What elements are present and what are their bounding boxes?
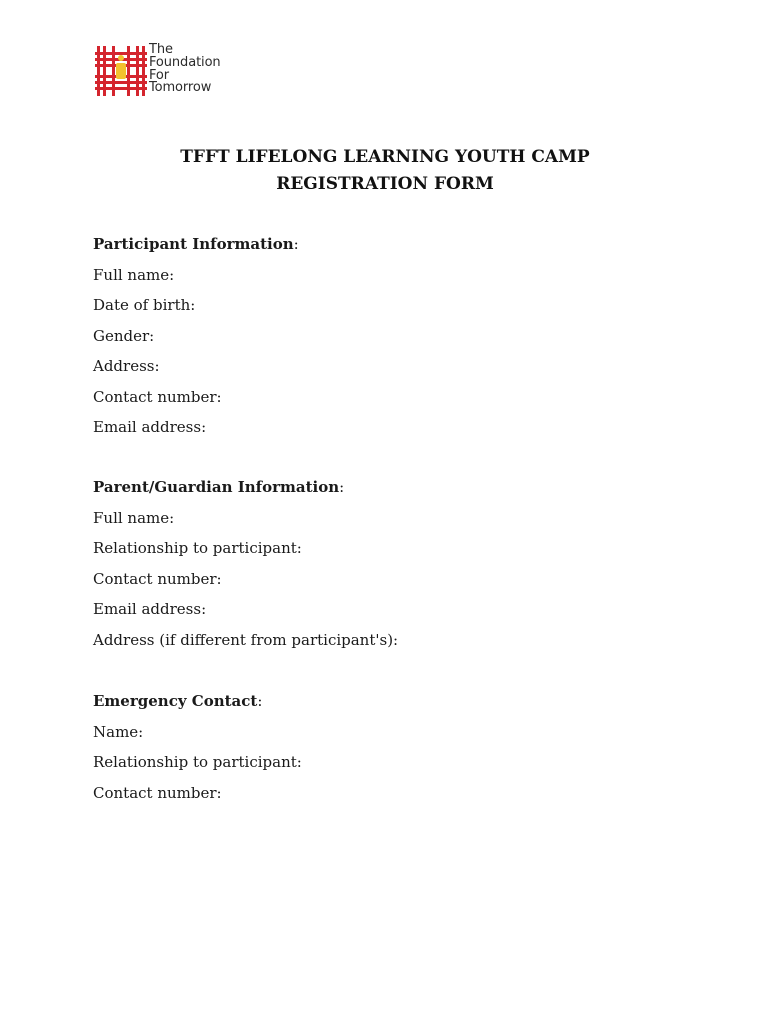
foundation-logo [95,44,245,98]
emergency-heading-text: Emergency Contact [93,692,258,710]
participant-full-name-label: Full name: [93,265,175,284]
participant-email-label: Email address: [93,418,207,436]
participant-heading [93,229,693,260]
participant-gender-label: Gender: [93,326,155,345]
emergency-heading [93,686,693,717]
logo-line: The [149,42,173,57]
emergency-relationship-label: Relationship to participant: [93,753,302,771]
form-title [0,144,770,198]
emergency-contact-label: Contact number: [93,783,222,802]
guardian-contact-label: Contact number: [93,569,222,588]
guardian-section [93,472,693,655]
logo-line: Foundation [149,54,221,70]
emergency-name-label: Name: [93,722,144,741]
logo-line: For [149,67,170,83]
logo-line: Tomorrow [149,80,212,96]
guardian-email-label: Email address: [93,600,207,618]
heading-colon: : [257,692,263,710]
participant-section [93,229,693,443]
logo-mark-icon [95,44,147,98]
heading-colon: : [293,235,299,253]
guardian-heading-text: Parent/Guardian Information [93,478,340,496]
participant-dob-label: Date of birth: [93,296,196,314]
emergency-section [93,686,693,808]
participant-address-label: Address: [93,357,160,375]
form-title-line-2: REGISTRATION FORM [276,174,494,194]
participant-heading-text: Participant Information [93,235,294,253]
logo-wordmark [149,44,221,95]
guardian-relationship-label: Relationship to participant: [93,539,302,557]
guardian-address-label: Address (if different from participant's): [93,630,399,649]
guardian-full-name-label: Full name: [93,508,175,527]
form-title-line-1: TFFT LIFELONG LEARNING YOUTH CAMP [180,147,590,167]
participant-contact-label: Contact number: [93,387,222,406]
heading-colon: : [339,478,345,496]
guardian-heading [93,472,693,503]
